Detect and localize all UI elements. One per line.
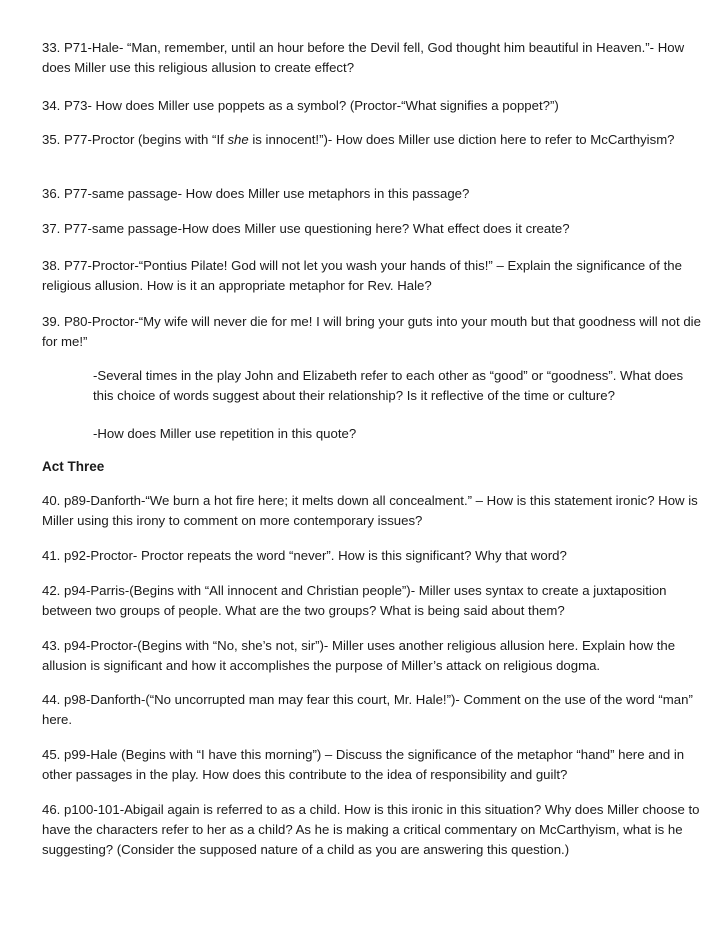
question-34: 34. P73- How does Miller use poppets as a symbol? (Proctor-“What signifies a poppet?”) xyxy=(42,98,559,113)
question-35-emphasis: she xyxy=(227,132,249,147)
subquestion-goodness: -Several times in the play John and Elizabeth refer to each other as “good” or “goodness”. What does this choice of words suggest about their relationship? Is it reflective of the time or culture? xyxy=(93,368,684,403)
question-35 xyxy=(42,130,710,150)
question-36: 36. P77-same passage- How does Miller use metaphors in this passage? xyxy=(42,186,470,201)
question-46: 46. p100-101-Abigail again is referred to as a child. How is this ironic in this situation? Why does Miller choose to have the characters refer to her as a child? As he is making a critical commentary on McCarthyism, what is he suggesting? (Consider the supposed nature of a child as you are answering this question.) xyxy=(42,802,700,857)
question-43: 43. p94-Proctor-(Begins with “No, she’s not, sir”)- Miller uses another religious allusion here. Explain how the allusion is significant and how it accomplishes the purpose of Miller’s attack on religious dogma. xyxy=(42,638,676,673)
question-39: 39. P80-Proctor-“My wife will never die for me! I will bring your guts into your mouth but that goodness will not die for me!” xyxy=(42,314,701,349)
question-35-part-2: is innocent!”)- How does Miller use diction here to refer to McCarthyism? xyxy=(248,132,675,147)
question-44: 44. p98-Danforth-(“No uncorrupted man may fear this court, Mr. Hale!”)- Comment on the use of the word “man” here. xyxy=(42,692,693,727)
question-41: 41. p92-Proctor- Proctor repeats the word “never”. How is this significant? Why that word? xyxy=(42,548,567,563)
question-40: 40. p89-Danforth-“We burn a hot fire here; it melts down all concealment.” – How is this statement ironic? How is Miller using this irony to comment on more contemporary issues? xyxy=(42,493,698,528)
question-35-part-1: 35. P77-Proctor (begins with “If xyxy=(42,132,228,147)
question-37: 37. P77-same passage-How does Miller use questioning here? What effect does it create? xyxy=(42,221,570,236)
section-heading-act-three: Act Three xyxy=(42,459,105,474)
subquestion-repetition: -How does Miller use repetition in this quote? xyxy=(93,426,357,441)
question-42: 42. p94-Parris-(Begins with “All innocent and Christian people”)- Miller uses syntax to create a juxtaposition between two groups of people. What are the two groups? What is being said about them? xyxy=(42,583,667,618)
question-45: 45. p99-Hale (Begins with “I have this morning”) – Discuss the significance of the metaphor “hand” here and in other passages in the play. How does this contribute to the idea of responsibility and guilt? xyxy=(42,747,685,782)
question-38: 38. P77-Proctor-“Pontius Pilate! God will not let you wash your hands of this!” – Explain the significance of the religious allusion. How is it an appropriate metaphor for Rev. Hale? xyxy=(42,258,682,293)
question-33: 33. P71-Hale- “Man, remember, until an hour before the Devil fell, God thought him beautiful in Heaven.”- How does Miller use this religious allusion to create effect? xyxy=(42,40,685,75)
